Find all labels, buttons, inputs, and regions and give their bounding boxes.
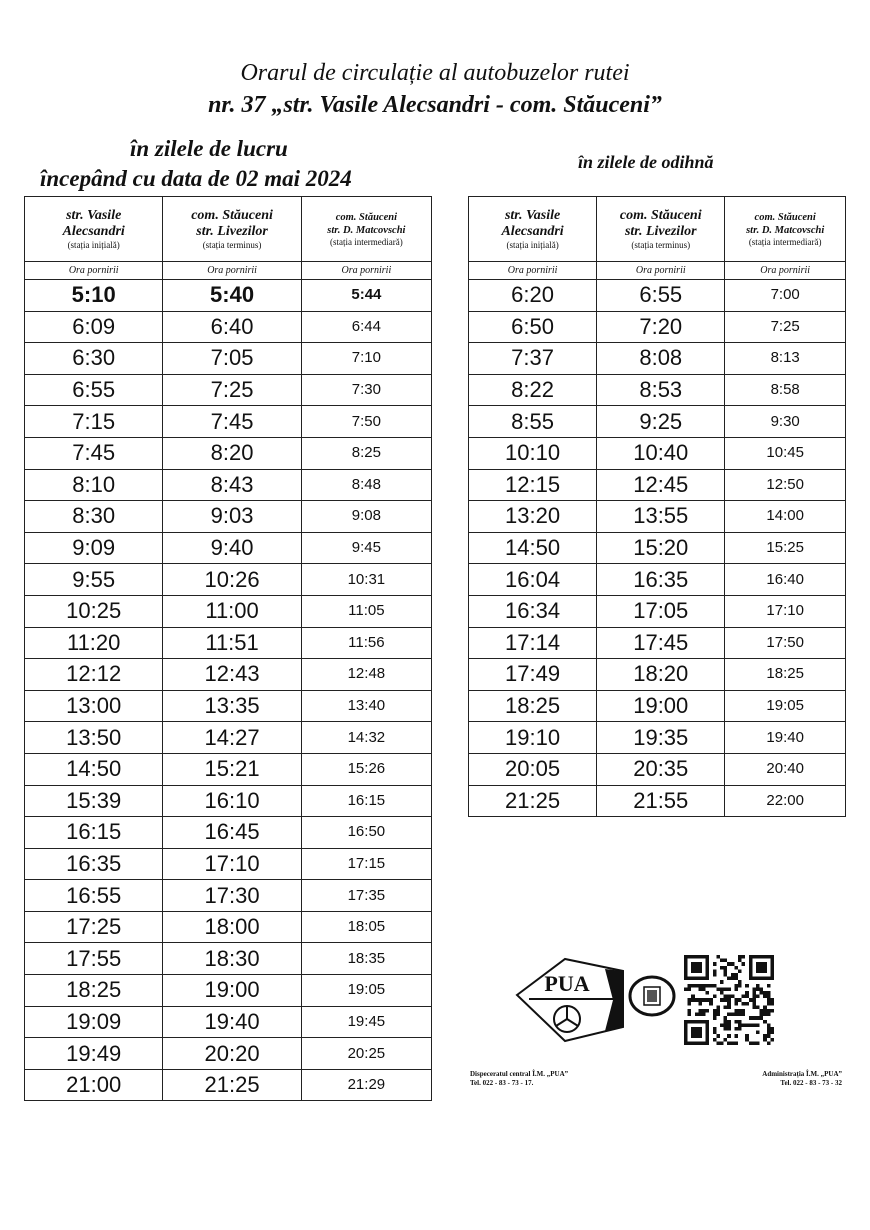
departure-intermediate-time: 7:25 (725, 311, 846, 343)
table-row (25, 469, 432, 501)
departure-intermediate-time: 16:50 (301, 817, 431, 849)
footer-admin-name: Administrația Î.M. „PUA” (762, 1070, 842, 1078)
departure-terminus-time: 17:45 (597, 627, 725, 659)
table-row (25, 406, 432, 438)
departure-origin-time: 19:09 (25, 1006, 163, 1038)
seal-icon (628, 975, 676, 1017)
departure-intermediate-time: 8:48 (301, 469, 431, 501)
table-row (25, 1038, 432, 1070)
departure-terminus-time: 21:25 (163, 1069, 301, 1101)
table-row (25, 1006, 432, 1038)
departure-terminus-time: 9:03 (163, 501, 301, 533)
table-row (25, 564, 432, 596)
departure-intermediate-time: 17:35 (301, 880, 431, 912)
table-row (25, 1069, 432, 1101)
departure-intermediate-time: 19:45 (301, 1006, 431, 1038)
departure-intermediate-time: 9:30 (725, 406, 846, 438)
table-row (469, 532, 846, 564)
column-header-intermediate: com. Stăuceni str. D. Matcovschi (stația intermediară) (301, 197, 431, 262)
departure-origin-time: 6:09 (25, 311, 163, 343)
footer-dispatch (470, 1070, 568, 1088)
departure-terminus-time: 8:20 (163, 437, 301, 469)
departure-intermediate-time: 7:00 (725, 280, 846, 312)
departure-origin-time: 14:50 (469, 532, 597, 564)
departure-intermediate-time: 12:50 (725, 469, 846, 501)
table-row (469, 311, 846, 343)
departure-origin-time: 13:20 (469, 501, 597, 533)
departure-origin-time: 10:25 (25, 595, 163, 627)
table-row (25, 374, 432, 406)
departure-terminus-time: 11:00 (163, 595, 301, 627)
departure-origin-time: 7:37 (469, 343, 597, 375)
column-header-terminus: com. Stăuceni str. Livezilor (stația terminus) (597, 197, 725, 262)
departure-origin-time: 19:10 (469, 722, 597, 754)
departure-intermediate-time: 19:05 (725, 690, 846, 722)
departure-intermediate-time: 18:35 (301, 943, 431, 975)
pua-logo (515, 955, 627, 1045)
departure-origin-time: 5:10 (25, 280, 163, 312)
weekday-label: în zilele de lucru (130, 136, 288, 161)
departure-origin-time: 20:05 (469, 753, 597, 785)
departure-terminus-time: 17:10 (163, 848, 301, 880)
table-row (469, 469, 846, 501)
departure-intermediate-time: 10:31 (301, 564, 431, 596)
departure-terminus-time: 16:35 (597, 564, 725, 596)
table-row (25, 343, 432, 375)
table-row (25, 501, 432, 533)
departure-terminus-time: 9:25 (597, 406, 725, 438)
departure-origin-time: 6:55 (25, 374, 163, 406)
table-row (25, 753, 432, 785)
table-row (25, 975, 432, 1007)
departure-origin-time: 17:14 (469, 627, 597, 659)
table-row (25, 311, 432, 343)
departure-intermediate-time: 17:50 (725, 627, 846, 659)
departure-origin-time: 8:10 (25, 469, 163, 501)
table-row (469, 659, 846, 691)
departure-origin-time: 8:22 (469, 374, 597, 406)
departure-intermediate-time: 17:10 (725, 595, 846, 627)
departure-intermediate-time: 20:40 (725, 753, 846, 785)
departure-intermediate-time: 6:44 (301, 311, 431, 343)
departure-intermediate-time: 20:25 (301, 1038, 431, 1070)
table-row (25, 659, 432, 691)
departure-terminus-time: 21:55 (597, 785, 725, 817)
departure-intermediate-time: 11:56 (301, 627, 431, 659)
ora-pornirii-row: Ora pornirii Ora pornirii Ora pornirii (25, 262, 432, 280)
departure-terminus-time: 19:40 (163, 1006, 301, 1038)
table-row (25, 690, 432, 722)
table-header-row (469, 197, 846, 262)
departure-terminus-time: 7:25 (163, 374, 301, 406)
column-header-intermediate: com. Stăuceni str. D. Matcovschi (stația intermediară) (725, 197, 846, 262)
departure-origin-time: 6:30 (25, 343, 163, 375)
departure-origin-time: 21:00 (25, 1069, 163, 1101)
departure-terminus-time: 17:05 (597, 595, 725, 627)
departure-terminus-time: 15:21 (163, 753, 301, 785)
departure-intermediate-time: 15:25 (725, 532, 846, 564)
table-row (469, 406, 846, 438)
departure-intermediate-time: 5:44 (301, 280, 431, 312)
departure-terminus-time: 19:00 (163, 975, 301, 1007)
departure-terminus-time: 18:30 (163, 943, 301, 975)
departure-intermediate-time: 9:08 (301, 501, 431, 533)
departure-terminus-time: 20:20 (163, 1038, 301, 1070)
table-row (469, 374, 846, 406)
departure-terminus-time: 5:40 (163, 280, 301, 312)
departure-origin-time: 13:50 (25, 722, 163, 754)
column-header-origin: str. Vasile Alecsandri (stația inițială) (25, 197, 163, 262)
departure-intermediate-time: 7:10 (301, 343, 431, 375)
weekend-label: în zilele de odihnă (578, 152, 714, 172)
departure-origin-time: 13:00 (25, 690, 163, 722)
table-row (25, 722, 432, 754)
departure-terminus-time: 18:20 (597, 659, 725, 691)
table-row (25, 785, 432, 817)
departure-terminus-time: 7:05 (163, 343, 301, 375)
departure-intermediate-time: 16:15 (301, 785, 431, 817)
departure-intermediate-time: 22:00 (725, 785, 846, 817)
table-row (25, 627, 432, 659)
departure-origin-time: 11:20 (25, 627, 163, 659)
departure-intermediate-time: 9:45 (301, 532, 431, 564)
departure-origin-time: 17:25 (25, 911, 163, 943)
departure-origin-time: 9:09 (25, 532, 163, 564)
departure-intermediate-time: 8:13 (725, 343, 846, 375)
departure-terminus-time: 16:10 (163, 785, 301, 817)
departure-terminus-time: 7:45 (163, 406, 301, 438)
departure-origin-time: 16:04 (469, 564, 597, 596)
table-row (25, 437, 432, 469)
departure-origin-time: 18:25 (469, 690, 597, 722)
departure-intermediate-time: 7:50 (301, 406, 431, 438)
departure-terminus-time: 19:35 (597, 722, 725, 754)
departure-origin-time: 17:49 (469, 659, 597, 691)
departure-terminus-time: 13:35 (163, 690, 301, 722)
departure-intermediate-time: 7:30 (301, 374, 431, 406)
table-row (25, 848, 432, 880)
table-row (469, 437, 846, 469)
departure-terminus-time: 9:40 (163, 532, 301, 564)
departure-terminus-time: 10:26 (163, 564, 301, 596)
schedule-title-line2: nr. 37 „str. Vasile Alecsandri - com. Stăuceni” (208, 92, 662, 118)
departure-terminus-time: 8:53 (597, 374, 725, 406)
departure-intermediate-time: 18:25 (725, 659, 846, 691)
departure-intermediate-time: 19:05 (301, 975, 431, 1007)
departure-terminus-time: 8:08 (597, 343, 725, 375)
table-row (469, 280, 846, 312)
departure-terminus-time: 6:55 (597, 280, 725, 312)
departure-intermediate-time: 21:29 (301, 1069, 431, 1101)
table-row (469, 753, 846, 785)
footer-administration (730, 1070, 842, 1088)
departure-terminus-time: 7:20 (597, 311, 725, 343)
departure-origin-time: 15:39 (25, 785, 163, 817)
departure-intermediate-time: 16:40 (725, 564, 846, 596)
table-header-row (25, 197, 432, 262)
ora-pornirii-row: Ora pornirii Ora pornirii Ora pornirii (469, 262, 846, 280)
departure-intermediate-time: 14:00 (725, 501, 846, 533)
departure-terminus-time: 20:35 (597, 753, 725, 785)
column-header-terminus: com. Stăuceni str. Livezilor (stația terminus) (163, 197, 301, 262)
departure-terminus-time: 12:43 (163, 659, 301, 691)
table-row (25, 911, 432, 943)
departure-terminus-time: 6:40 (163, 311, 301, 343)
departure-terminus-time: 10:40 (597, 437, 725, 469)
departure-origin-time: 9:55 (25, 564, 163, 596)
departure-intermediate-time: 17:15 (301, 848, 431, 880)
departure-origin-time: 12:15 (469, 469, 597, 501)
departure-origin-time: 10:10 (469, 437, 597, 469)
departure-origin-time: 16:35 (25, 848, 163, 880)
table-row (469, 595, 846, 627)
departure-origin-time: 8:30 (25, 501, 163, 533)
departure-origin-time: 8:55 (469, 406, 597, 438)
qr-code-icon (684, 955, 774, 1045)
pua-logo-text: PUA (544, 971, 590, 996)
table-row (469, 690, 846, 722)
departure-terminus-time: 16:45 (163, 817, 301, 849)
departure-origin-time: 16:55 (25, 880, 163, 912)
departure-terminus-time: 15:20 (597, 532, 725, 564)
departure-terminus-time: 13:55 (597, 501, 725, 533)
table-row (25, 880, 432, 912)
departure-terminus-time: 14:27 (163, 722, 301, 754)
schedule-title-line1: Orarul de circulație al autobuzelor rutei (240, 60, 630, 86)
departure-origin-time: 6:20 (469, 280, 597, 312)
table-row (25, 943, 432, 975)
departure-origin-time: 21:25 (469, 785, 597, 817)
departure-origin-time: 14:50 (25, 753, 163, 785)
departure-intermediate-time: 8:25 (301, 437, 431, 469)
departure-origin-time: 19:49 (25, 1038, 163, 1070)
weekday-timetable (24, 196, 432, 1101)
departure-intermediate-time: 19:40 (725, 722, 846, 754)
departure-origin-time: 17:55 (25, 943, 163, 975)
table-row (469, 785, 846, 817)
departure-terminus-time: 11:51 (163, 627, 301, 659)
departure-intermediate-time: 18:05 (301, 911, 431, 943)
departure-intermediate-time: 13:40 (301, 690, 431, 722)
departure-intermediate-time: 12:48 (301, 659, 431, 691)
weekday-start-date: începând cu data de 02 mai 2024 (40, 166, 352, 191)
footer-dispatch-name: Dispeceratul central Î.M. „PUA” (470, 1070, 569, 1078)
departure-origin-time: 7:15 (25, 406, 163, 438)
departure-intermediate-time: 10:45 (725, 437, 846, 469)
table-row (469, 722, 846, 754)
departure-origin-time: 12:12 (25, 659, 163, 691)
table-row (25, 817, 432, 849)
table-row (25, 595, 432, 627)
footer-dispatch-phone: Tel. 022 - 83 - 73 - 17. (470, 1079, 534, 1087)
departure-terminus-time: 17:30 (163, 880, 301, 912)
table-row (25, 532, 432, 564)
departure-intermediate-time: 11:05 (301, 595, 431, 627)
departure-intermediate-time: 8:58 (725, 374, 846, 406)
table-row (469, 501, 846, 533)
departure-terminus-time: 8:43 (163, 469, 301, 501)
table-row (469, 564, 846, 596)
table-row (469, 627, 846, 659)
weekend-timetable (468, 196, 846, 817)
footer-admin-phone: Tel. 022 - 83 - 73 - 32 (780, 1079, 842, 1087)
departure-origin-time: 16:34 (469, 595, 597, 627)
column-header-origin: str. Vasile Alecsandri (stația inițială) (469, 197, 597, 262)
departure-origin-time: 16:15 (25, 817, 163, 849)
departure-origin-time: 18:25 (25, 975, 163, 1007)
departure-origin-time: 6:50 (469, 311, 597, 343)
departure-terminus-time: 12:45 (597, 469, 725, 501)
departure-terminus-time: 18:00 (163, 911, 301, 943)
table-row (25, 280, 432, 312)
departure-intermediate-time: 14:32 (301, 722, 431, 754)
departure-intermediate-time: 15:26 (301, 753, 431, 785)
departure-origin-time: 7:45 (25, 437, 163, 469)
table-row (469, 343, 846, 375)
departure-terminus-time: 19:00 (597, 690, 725, 722)
